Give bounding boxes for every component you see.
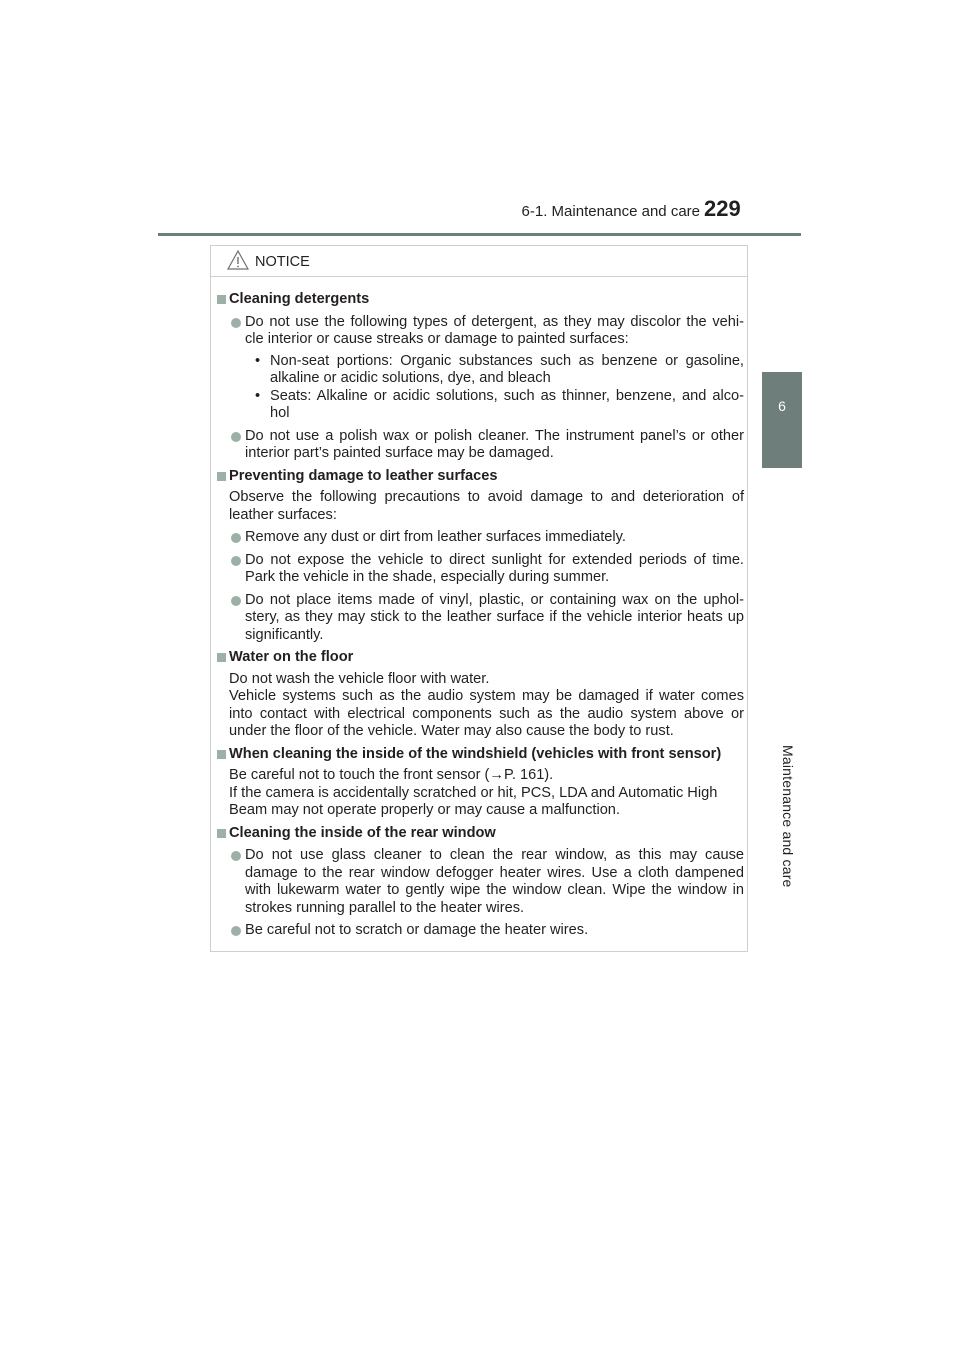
list-item-text: Do not place items made of vinyl, plastic, or containing wax on the uphol- stery, as they may stick to the leather surface if the vehicle interior heats up significantly. bbox=[245, 591, 744, 643]
section-text bbox=[229, 671, 744, 741]
sub-list-item bbox=[245, 353, 744, 388]
notice-title: NOTICE bbox=[255, 254, 310, 270]
list-item-text: Do not use the following types of detergent, as they may discolor the vehi- cle interior or cause streaks or damage to painted surfaces: bbox=[245, 313, 744, 347]
section-windshield bbox=[217, 746, 744, 820]
list-item bbox=[217, 314, 744, 349]
list-item-text: Be careful not to scratch or damage the heater wires. bbox=[245, 922, 589, 938]
section-title: Cleaning the inside of the rear window bbox=[229, 825, 744, 843]
section-rear-window bbox=[217, 825, 744, 940]
list-item-text: Do not use glass cleaner to clean the rear window, as this may cause damage to the rear window defogger heater wires. Use a cloth dampened with lukewarm water to gently wipe the window clean. Wipe the window in strokes running parallel to the heater wires. bbox=[245, 847, 744, 916]
section-title: Preventing damage to leather surfaces bbox=[229, 468, 744, 486]
sub-bullet-icon: • bbox=[255, 387, 261, 404]
bullet-dot-icon bbox=[231, 318, 241, 328]
section-leather-surfaces bbox=[217, 468, 744, 645]
chapter-number: 6 bbox=[778, 398, 786, 414]
list-item bbox=[217, 592, 744, 645]
sub-bullet-icon: • bbox=[255, 352, 261, 369]
paragraph-line: Be careful not to touch the front sensor (→P. 161). bbox=[229, 767, 554, 783]
list-item bbox=[217, 552, 744, 587]
notice-header bbox=[211, 246, 747, 277]
list-item bbox=[217, 529, 744, 547]
notice-box bbox=[210, 245, 748, 952]
chapter-label: Maintenance and care bbox=[780, 744, 796, 888]
list-item bbox=[217, 922, 744, 940]
paragraph-line: Do not wash the vehicle floor with water. bbox=[229, 670, 490, 687]
section-title: Water on the floor bbox=[229, 649, 744, 667]
list-item-text: Remove any dust or dirt from leather surfaces immediately. bbox=[245, 529, 626, 545]
bullet-dot-icon bbox=[231, 533, 241, 543]
page-number: 229 bbox=[704, 196, 741, 221]
section-title: 6-1. Maintenance and care bbox=[521, 203, 700, 220]
section-title: Cleaning detergents bbox=[229, 291, 744, 309]
section-cleaning-detergents bbox=[217, 291, 744, 463]
bullet-dot-icon bbox=[231, 432, 241, 442]
list-item bbox=[217, 428, 744, 463]
notice-body bbox=[217, 291, 744, 940]
header-rule bbox=[158, 233, 801, 236]
list-item-text: Do not expose the vehicle to direct sunlight for extended periods of time. Park the vehicle in the shade, especially during summer. bbox=[245, 551, 744, 585]
bullet-dot-icon bbox=[231, 851, 241, 861]
list-item-text: Do not use a polish wax or polish cleaner. The instrument panel’s or other interior part’s painted surface may be damaged. bbox=[245, 427, 744, 461]
list-item bbox=[217, 847, 744, 917]
section-text: Observe the following precautions to avoid damage to and deterioration of leather surfaces: bbox=[229, 489, 744, 523]
sub-list-item-text: Non-seat portions: Organic substances such as benzene or gasoline, alkaline or acidic solutions, dye, and bleach bbox=[270, 352, 744, 386]
section-text bbox=[229, 767, 744, 820]
bullet-dot-icon bbox=[231, 926, 241, 936]
section-water-on-floor bbox=[217, 649, 744, 741]
sub-list bbox=[217, 353, 744, 423]
section-title: When cleaning the inside of the windshield (vehicles with front sensor) bbox=[229, 746, 744, 764]
sub-list-item bbox=[245, 388, 744, 423]
paragraph-line: Vehicle systems such as the audio system may be damaged if water comes into contact with electrical components such as the audio system above or under the floor of the vehicle. Water may also cause the body to rust. bbox=[229, 688, 744, 739]
bullet-dot-icon bbox=[231, 596, 241, 606]
chapter-tab bbox=[762, 372, 802, 468]
warning-triangle-icon bbox=[227, 250, 249, 270]
bullet-dot-icon bbox=[231, 556, 241, 566]
sub-list-item-text: Seats: Alkaline or acidic solutions, such as thinner, benzene, and alco- hol bbox=[270, 387, 744, 421]
paragraph-line: If the camera is accidentally scratched or hit, PCS, LDA and Automatic High Beam may not operate properly or may cause a malfunction. bbox=[229, 784, 718, 818]
